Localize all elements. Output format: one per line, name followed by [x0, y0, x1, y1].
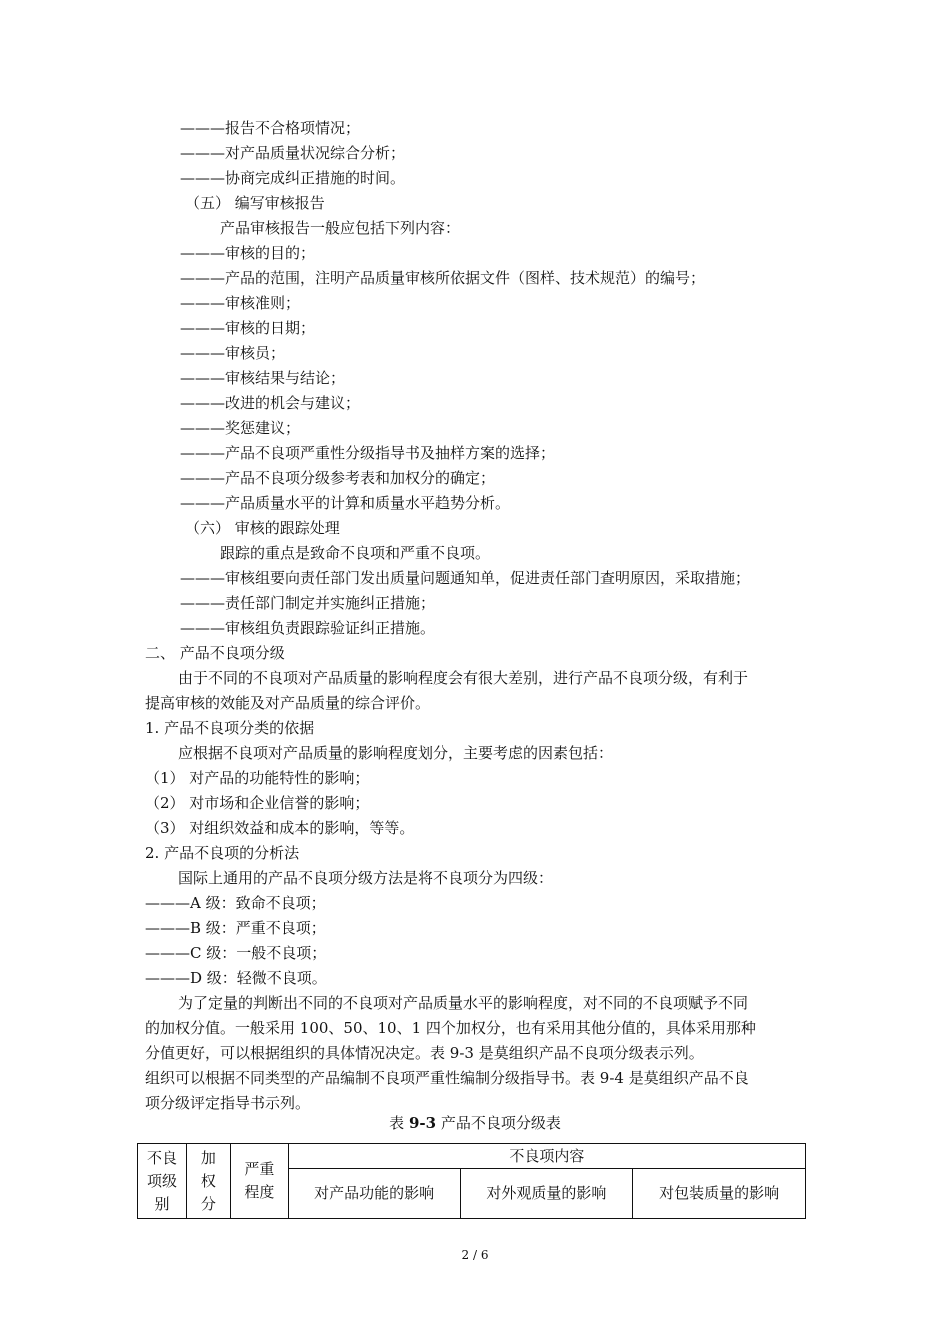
text-line: 国际上通用的产品不良项分级方法是将不良项分为四级：: [178, 869, 554, 887]
header-packaging-impact: 对包装质量的影响: [633, 1169, 806, 1219]
text-line: ———审核结果与结论；: [180, 369, 346, 387]
text-line: 产品审核报告一般应包括下列内容：: [220, 219, 461, 237]
text-line: 为了定量的判断出不同的不良项对产品质量水平的影响程度，对不同的不良项赋予不同: [178, 994, 749, 1012]
header-severity: [230, 1144, 288, 1219]
header-severity-line: 程度: [244, 1183, 275, 1201]
table-caption: [0, 1113, 950, 1133]
text-line: ———改进的机会与建议；: [180, 394, 361, 412]
text-line: ———审核组负责跟踪验证纠正措施。: [180, 619, 436, 637]
header-weight-line: 分: [200, 1194, 216, 1213]
text-line: （1） 对产品的功能特性的影响；: [145, 769, 370, 787]
caption-prefix: 表: [389, 1114, 409, 1132]
page-number: 2 / 6: [461, 1248, 489, 1262]
header-appearance-impact: 对外观质量的影响: [460, 1169, 633, 1219]
caption-title: 产品不良项分级表: [436, 1114, 561, 1132]
text-line: ———产品不良项分级参考表和加权分的确定；: [180, 469, 496, 487]
text-line: 分值更好，可以根据组织的具体情况决定。表 9-3 是莫组织产品不良项分级表示列。: [145, 1044, 704, 1062]
text-line: ———审核准则；: [180, 294, 301, 312]
text-line: （3） 对组织效益和成本的影响，等等。: [145, 819, 415, 837]
text-line: ———产品不良项严重性分级指导书及抽样方案的选择；: [180, 444, 556, 462]
header-grade-line: 项级: [146, 1171, 177, 1190]
text-line: ———协商完成纠正措施的时间。: [180, 169, 406, 187]
header-weight-line: 加: [200, 1148, 216, 1167]
caption-number: 9-3: [408, 1114, 437, 1132]
text-line: ———B 级：严重不良项；: [145, 919, 326, 937]
text-line: ———奖惩建议；: [180, 419, 301, 437]
header-function-impact: 对产品功能的影响: [288, 1169, 460, 1219]
text-line: ———审核组要向责任部门发出质量问题通知单，促进责任部门查明原因，采取措施；: [180, 569, 751, 587]
defect-grading-table: [137, 1143, 806, 1219]
header-weight: [186, 1144, 230, 1219]
header-grade-line: 不良: [146, 1148, 177, 1167]
text-line: 的加权分值。一般采用 100、50、10、1 四个加权分，也有采用其他分值的，具体采用那种: [145, 1019, 756, 1037]
text-line: ———审核的目的；: [180, 244, 316, 262]
text-line: 1. 产品不良项分类的依据: [145, 719, 315, 737]
text-line: 提高审核的效能及对产品质量的综合评价。: [145, 694, 431, 712]
text-line: 项分级评定指导书示列。: [145, 1094, 311, 1112]
text-line: （2） 对市场和企业信誉的影响；: [145, 794, 370, 812]
text-line: ———C 级：一般不良项；: [145, 944, 327, 962]
text-line: 二、 产品不良项分级: [145, 644, 285, 662]
text-line: ———审核的日期；: [180, 319, 316, 337]
text-line: 应根据不良项对产品质量的影响程度划分，主要考虑的因素包括：: [178, 744, 614, 762]
text-line: 由于不同的不良项对产品质量的影响程度会有很大差别，进行产品不良项分级，有利于: [178, 669, 749, 687]
text-line: ———产品的范围，注明产品质量审核所依据文件（图样、技术规范）的编号；: [180, 269, 706, 287]
text-line: （六） 审核的跟踪处理: [185, 519, 340, 537]
text-line: 2. 产品不良项的分析法: [145, 844, 300, 862]
header-severity-line: 严重: [244, 1160, 275, 1178]
header-defect-content: 不良项内容: [288, 1144, 805, 1169]
text-line: （五） 编写审核报告: [185, 194, 325, 212]
text-line: 跟踪的重点是致命不良项和严重不良项。: [220, 544, 491, 562]
text-line: ———D 级：轻微不良项。: [145, 969, 327, 987]
text-line: 组织可以根据不同类型的产品编制不良项严重性编制分级指导书。表 9-4 是莫组织产品不良: [145, 1069, 749, 1087]
text-line: ———产品质量水平的计算和质量水平趋势分析。: [180, 494, 511, 512]
header-grade: [138, 1144, 187, 1219]
header-weight-line: 权: [200, 1171, 216, 1190]
header-grade-line: 别: [154, 1194, 170, 1213]
text-line: ———审核员；: [180, 344, 286, 362]
text-line: ———对产品质量状况综合分析；: [180, 144, 406, 162]
text-line: ———责任部门制定并实施纠正措施；: [180, 594, 436, 612]
text-line: ———报告不合格项情况；: [180, 119, 361, 137]
text-line: ———A 级：致命不良项；: [145, 894, 326, 912]
